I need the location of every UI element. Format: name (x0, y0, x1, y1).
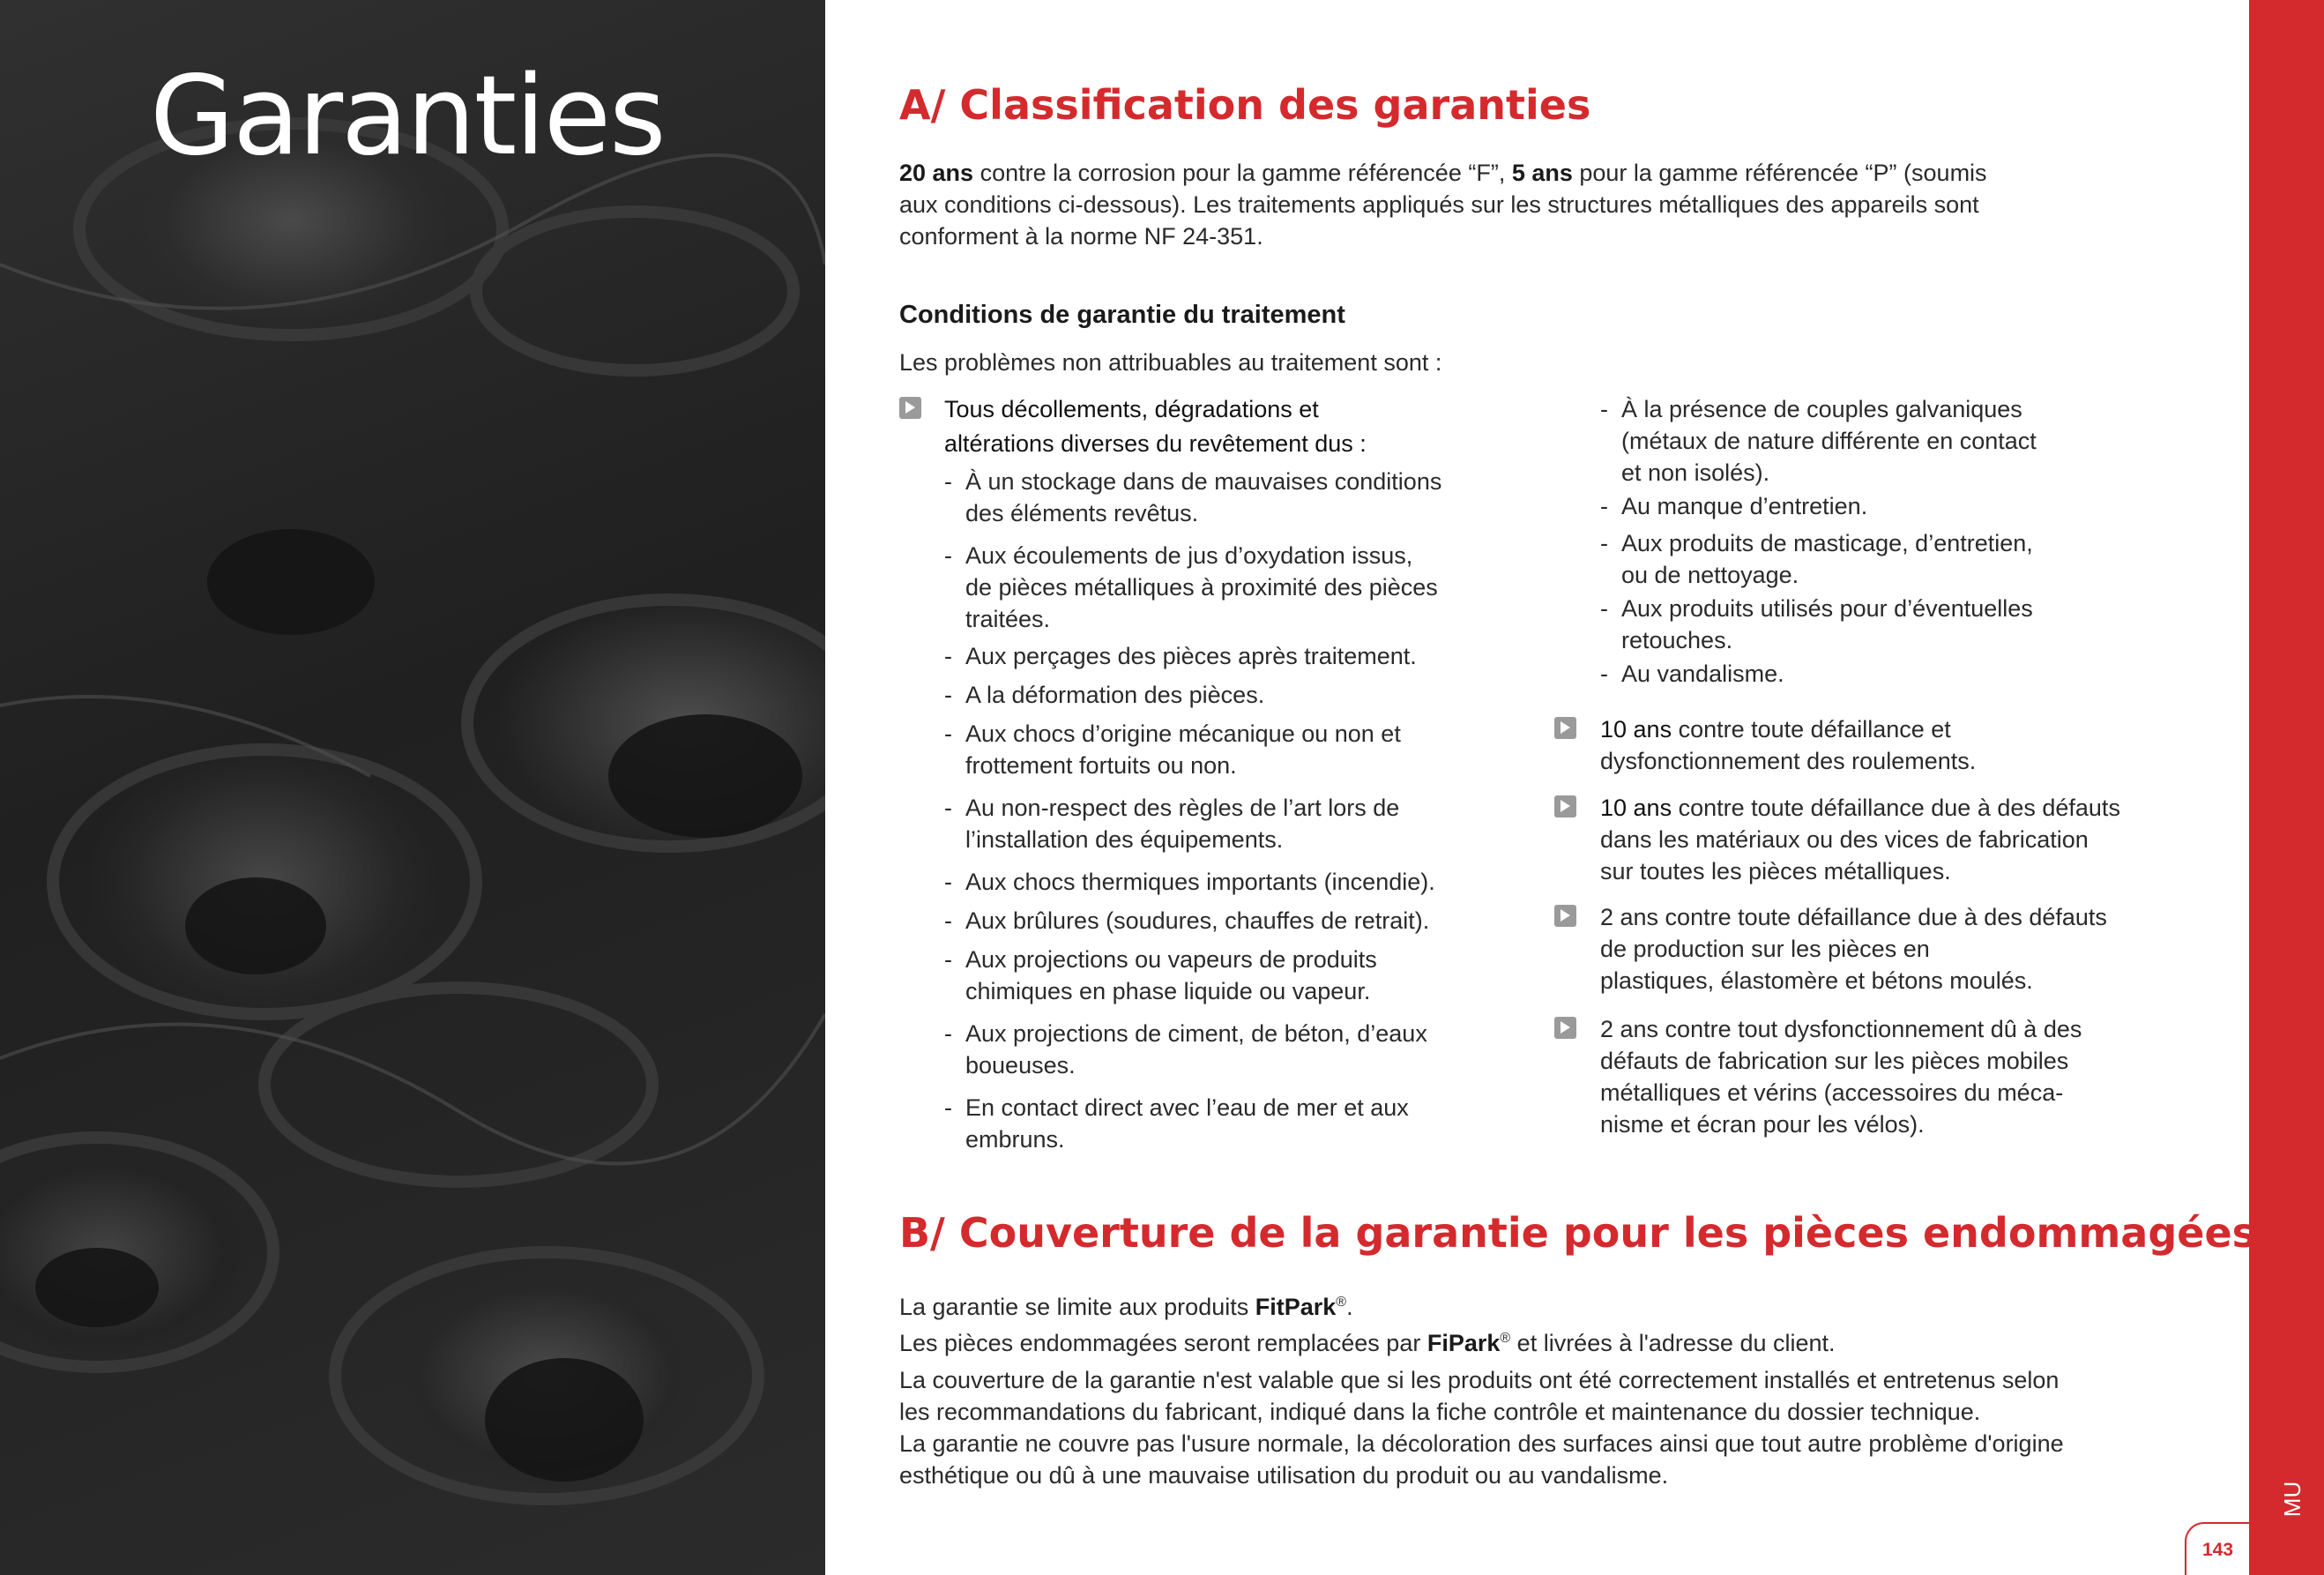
warranty-bullet: 10 ans contre toute défaillance due à des défauts dans les matériaux ou des vices de fabrication sur toutes les pièces métalliques. (1600, 795, 2120, 885)
side-band (2249, 0, 2324, 1575)
conditions-subheading: Conditions de garantie du traitement (899, 301, 1345, 329)
list-item-text: En contact direct avec l’eau de mer et aux embruns. (965, 1094, 1409, 1153)
list-item-text: À la présence de couples galvaniques (métaux de nature différente en contact et non isolés). (1621, 396, 2037, 486)
dash-marker: - (944, 542, 952, 569)
dash-marker: - (944, 1020, 952, 1047)
list-item-text: Au vandalisme. (1621, 661, 1784, 687)
dash-marker: - (1600, 661, 1608, 687)
dash-marker: - (944, 795, 952, 821)
warranty-bullet: 2 ans contre toute défaillance due à des défauts de production sur les pièces en plastiques, élastomère et bétons moulés. (1600, 904, 2107, 994)
dash-marker: - (944, 682, 952, 708)
side-section-label: MU (2279, 1481, 2305, 1518)
list-item-text: Aux projections de ciment, de béton, d’eaux boueuses. (965, 1020, 1427, 1079)
list-item-text: Au manque d’entretien. (1621, 493, 1868, 519)
section-a-title: A/ Classification des garanties (899, 81, 1591, 129)
dash-marker: - (944, 907, 952, 934)
section-b-paragraph-1 (899, 1287, 1836, 1359)
list-item-text: Aux produits de masticage, d’entretien, ou de nettoyage. (1621, 530, 2033, 588)
background-photo-washers (0, 0, 825, 1575)
washer-texture (0, 0, 825, 1575)
coverage-line-2: Les pièces endommagées seront remplacées par FiPark® et livrées à l'adresse du client. (899, 1330, 1836, 1356)
dash-marker: - (944, 1094, 952, 1121)
intro-line-1: 20 ans contre la corrosion pour la gamme référencée “F”, 5 ans pour la gamme référencée “P” (soumis (899, 160, 1987, 186)
list-item-text: À un stockage dans de mauvaises conditions des éléments revêtus. (965, 468, 1442, 526)
list-item-text: Aux perçages des pièces après traitement. (965, 643, 1417, 669)
warranty-bullet: 10 ans contre toute défaillance et dysfonctionnement des roulements. (1600, 716, 1977, 774)
dash-marker: - (944, 946, 952, 973)
list-item-text: A la déformation des pièces. (965, 682, 1265, 708)
warranty-bullet: 2 ans contre tout dysfonctionnement dû à des défauts de fabrication sur les pièces mobiles métalliques et vérins (accessoires du méca- nisme et écran pour les vélos). (1600, 1016, 2082, 1138)
list-item-text: Aux brûlures (soudures, chauffes de retrait). (965, 907, 1430, 934)
dash-marker: - (1600, 595, 1608, 622)
dash-marker: - (1600, 396, 1608, 422)
section-b-paragraph-2: La couverture de la garantie n'est valable que si les produits ont été correctement installés et entretenus selon les recommandations du fabricant, indiqué dans la fiche contrôle et maintenance du dossier technique. La garantie ne couvre pas l'usure normale, la décoloration des surfaces ainsi que tout autre problème d'origine esthétique ou dû à une mauvaise utilisation du produit ou au vandalisme. (899, 1367, 2064, 1489)
dash-marker: - (1600, 530, 1608, 556)
page-number: 143 (2185, 1522, 2249, 1575)
dash-marker: - (944, 468, 952, 495)
conditions-lead: Les problèmes non attribuables au traitement sont : (899, 349, 1442, 376)
dash-marker: - (944, 720, 952, 747)
main-bullet: Tous décollements, dégradations et altérations diverses du revêtement dus : (944, 396, 1367, 457)
list-item-text: Aux chocs thermiques importants (incendie). (965, 869, 1435, 895)
list-item-text: Aux écoulements de jus d’oxydation issus, de pièces métalliques à proximité des pièces traitées. (965, 542, 1438, 632)
section-b-title: B/ Couverture de la garantie pour les pièces endommagées (899, 1209, 2257, 1257)
dash-marker: - (1600, 493, 1608, 519)
list-item-text: Au non-respect des règles de l’art lors de l’installation des équipements. (965, 795, 1400, 853)
section-a-intro (899, 157, 1987, 252)
chevron-right-square-icon (1554, 795, 1576, 817)
list-item-text: Aux chocs d’origine mécanique ou non et frottement fortuits ou non. (965, 720, 1401, 779)
chevron-right-square-icon (1554, 1017, 1576, 1039)
intro-line-3: conforment à la norme NF 24-351. (899, 223, 1263, 250)
intro-line-2: aux conditions ci-dessous). Les traitements appliqués sur les structures métalliques des appareils sont (899, 191, 1979, 218)
chevron-right-square-icon (1554, 717, 1576, 739)
list-item-text: Aux projections ou vapeurs de produits chimiques en phase liquide ou vapeur. (965, 946, 1377, 1004)
dash-marker: - (944, 643, 952, 669)
page-heading: Garanties (150, 53, 665, 180)
chevron-right-square-icon (899, 397, 921, 419)
list-item-text: Aux produits utilisés pour d’éventuelles retouches. (1621, 595, 2033, 653)
chevron-right-square-icon (1554, 905, 1576, 927)
coverage-line-1: La garantie se limite aux produits FitPark®. (899, 1294, 1353, 1320)
dash-marker: - (944, 869, 952, 895)
